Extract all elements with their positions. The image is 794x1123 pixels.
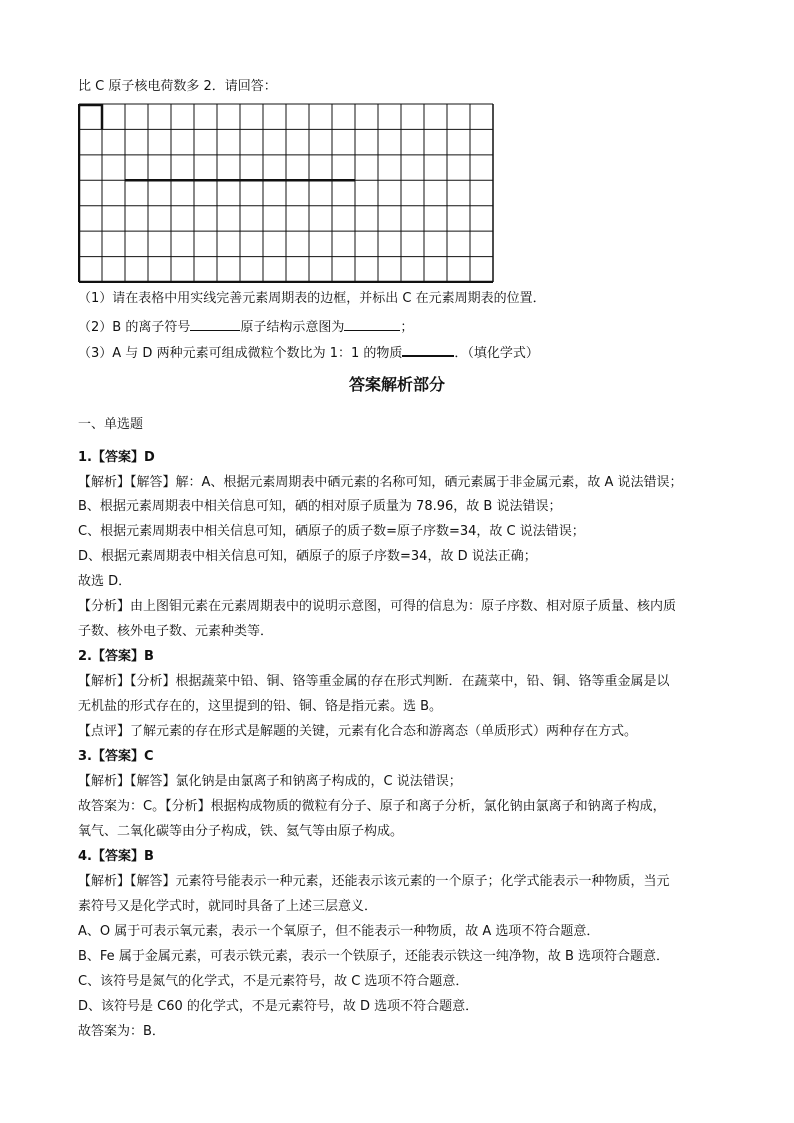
explanation-line: 氧气、二氧化碳等由分子构成，铁、氦气等由原子构成。 bbox=[78, 824, 404, 839]
explanation-line: 无机盐的形式存在的，这里提到的铅、铜、铬是指元素。选 B。 bbox=[78, 699, 443, 714]
explanation-line: 【解析】【解答】元素符号能表示一种元素，还能表示该元素的一个原子；化学式能表示一种物质，当元 bbox=[78, 874, 670, 889]
section-title: 答案解析部分 bbox=[348, 375, 445, 394]
answer-blank-diagram bbox=[344, 316, 400, 331]
answer-3-label: 3.【答案】C bbox=[78, 749, 154, 764]
explanation-line: B、根据元素周期表中相关信息可知，硒的相对原子质量为 78.96，故 B 说法错误； bbox=[78, 499, 562, 514]
explanation-line: C、根据元素周期表中相关信息可知，硒原子的质子数=原子序数=34，故 C 说法错误； bbox=[78, 524, 585, 539]
explanation-line: 【分析】由上图钼元素在元素周期表中的说明示意图，可得的信息为：原子序数、相对原子质量、核内质 bbox=[78, 599, 677, 614]
answer-2-label: 2.【答案】B bbox=[78, 649, 154, 664]
explanation-line: D、该符号是 C60 的化学式，不是元素符号，故 D 选项不符合题意． bbox=[78, 999, 479, 1014]
question-1: （1）请在表格中用实线完善元素周期表的边框，并标出 C 在元素周期表的位置． bbox=[78, 291, 546, 306]
answer-1-label: 1.【答案】D bbox=[78, 450, 155, 465]
question-intro: 比 C 原子核电荷数多 2．请回答： bbox=[78, 79, 277, 94]
question-2-text-b: 原子结构示意图为 bbox=[240, 320, 345, 335]
grid-svg bbox=[78, 103, 494, 283]
question-3-text-a: （3）A 与 D 两种元素可组成微粒个数比为 1：1 的物质 bbox=[78, 346, 403, 361]
question-3 bbox=[78, 341, 539, 363]
question-2-text-c: ； bbox=[400, 320, 414, 335]
explanation-line: D、根据元素周期表中相关信息可知，硒原子的原子序数=34，故 D 说法正确； bbox=[78, 549, 537, 564]
periodic-table-grid bbox=[78, 103, 494, 283]
answer-blank-ion bbox=[190, 316, 240, 331]
explanation-line: 【解析】【解答】氯化钠是由氯离子和钠离子构成的，C 说法错误； bbox=[78, 774, 462, 789]
explanation-line: 【解析】【分析】根据蔬菜中铅、铜、铬等重金属的存在形式判断．在蔬菜中，铅、铜、铬等重金属是以 bbox=[78, 674, 670, 689]
explanation-line: B、Fe 属于金属元素，可表示铁元素，表示一个铁原子，还能表示铁这一纯净物，故 B 选项符合题意． bbox=[78, 949, 669, 964]
explanation-line: 【点评】了解元素的存在形式是解题的关键，元素有化合态和游离态（单质形式）两种存在方式。 bbox=[78, 724, 638, 739]
explanation-line: 故答案为：C。【分析】根据构成物质的微粒有分子、原子和离子分析，氯化钠由氯离子和钠离子构成， bbox=[78, 799, 666, 814]
explanation-line: 子数、核外电子数、元素种类等． bbox=[78, 624, 274, 639]
explanation-line: 素符号又是化学式时，就同时具备了上述三层意义． bbox=[78, 899, 378, 914]
explanation-line: 故答案为：B． bbox=[78, 1024, 165, 1039]
question-2 bbox=[78, 316, 413, 337]
explanation-line: 故选 D． bbox=[78, 574, 132, 589]
answer-blank-formula bbox=[402, 341, 454, 357]
question-3-text-b: ．（填化学式） bbox=[454, 346, 539, 361]
explanation-line: 【解析】【解答】解：A、根据元素周期表中硒元素的名称可知，硒元素属于非金属元素，故 A 说法错误； bbox=[78, 475, 683, 490]
explanation-line: C、该符号是氮气的化学式，不是元素符号，故 C 选项不符合题意． bbox=[78, 974, 469, 989]
section-heading: 一、单选题 bbox=[78, 417, 144, 432]
question-2-text-a: （2）B 的离子符号 bbox=[78, 320, 191, 335]
answer-4-label: 4.【答案】B bbox=[78, 849, 154, 864]
explanation-line: A、O 属于可表示氧元素，表示一个氧原子，但不能表示一种物质，故 A 选项不符合题意． bbox=[78, 924, 600, 939]
